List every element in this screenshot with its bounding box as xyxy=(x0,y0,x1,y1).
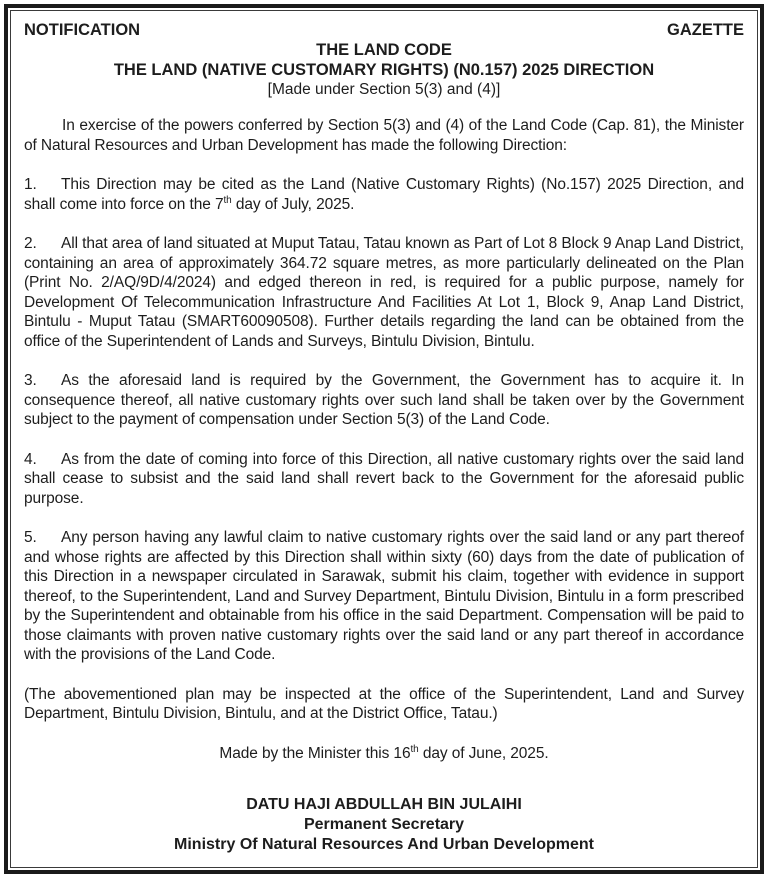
gazette-document-frame xyxy=(4,4,764,874)
paragraph-3-text: As the aforesaid land is required by the Government, the Government has to acquire it. In consequence thereof, all native customary rights over such land shall be taken over by the Government subject to the payment of compensation under Section 5(3) of the Land Code. xyxy=(24,372,744,428)
paragraph-2-number: 2. xyxy=(24,235,37,252)
signatory-title: Permanent Secretary xyxy=(303,816,465,833)
paragraph-2 xyxy=(24,234,744,351)
gazette-document xyxy=(10,10,758,868)
made-by-minister-line xyxy=(24,744,744,764)
made-by-text: Made by the Minister this 16 xyxy=(219,744,411,762)
paragraph-1 xyxy=(24,175,744,214)
intro-paragraph: In exercise of the powers conferred by Section 5(3) and (4) of the Land Code (Cap. 81), the Minister of Natural Resources and Urban Development has made the following Direction: xyxy=(24,117,744,154)
paragraph-5-number: 5. xyxy=(24,529,37,546)
paragraph-3-number: 3. xyxy=(24,372,37,389)
paragraph-4-number: 4. xyxy=(24,450,37,468)
paragraph-1-text-after: day of July, 2025. xyxy=(231,195,355,213)
document-header-row xyxy=(24,20,744,40)
paragraph-3 xyxy=(24,371,744,430)
title-direction: THE LAND (NATIVE CUSTOMARY RIGHTS) (N0.157) 2025 DIRECTION xyxy=(113,61,655,79)
paragraph-5 xyxy=(24,528,744,665)
signatory-name: DATU HAJI ABDULLAH BIN JULAIHI xyxy=(246,796,522,813)
signatory-ministry: Ministry Of Natural Resources And Urban Development xyxy=(174,836,594,853)
signature-block xyxy=(24,795,744,855)
made-by-text-after: day of June, 2025. xyxy=(418,744,549,762)
paragraph-1-ordinal-suffix: th xyxy=(223,194,232,206)
header-notification-label: NOTIFICATION xyxy=(24,21,141,39)
subtitle-made-under-section: [Made under Section 5(3) and (4)] xyxy=(267,81,501,98)
paragraph-4-text: As from the date of coming into force of this Direction, all native customary rights over the said land shall cease to subsist and the said land shall revert back to the Government for the aforesaid public purpose. xyxy=(24,450,744,507)
paragraph-1-text: This Direction may be cited as the Land (Native Customary Rights) (No.157) 2025 Direction, and shall come into force on the 7 xyxy=(24,176,744,213)
paragraph-4 xyxy=(24,450,744,509)
made-by-ordinal-suffix: th xyxy=(410,743,419,755)
paragraph-5-text: Any person having any lawful claim to native customary rights over the said land or any part thereof and whose rights are affected by this Direction shall within sixty (60) days from the date of publication of this Direction in a newspaper circulated in Sarawak, submit his claim, together with evidence in support thereof, to the Superintendent, Land and Survey Department, Bintulu Division, Bintulu in a form prescribed by the Superintendent and obtainable from his office in the said Department. Compensation will be paid to those claimants with proven native customary rights over the said land or any part thereof in accordance with the provisions of the Land Code. xyxy=(24,529,744,663)
paragraph-1-number: 1. xyxy=(24,176,37,193)
paragraph-2-text: All that area of land situated at Muput Tatau, Tatau known as Part of Lot 8 Block 9 Anap Land District, containing an area of approximately 364.72 square metres, as more particularly delineated on the Plan (Print No. 2/AQ/9D/4/2024) and edged thereon in red, is required for a public purpose, namely for Development Of Telecommunication Infrastructure And Facilities At Lot 1, Block 9, Anap Land District, Bintulu - Muput Tatau (SMART60090508). Further details regarding the land can be obtained from the office of the Superintendent of Lands and Surveys, Bintulu Division, Bintulu. xyxy=(24,235,744,350)
title-land-code: THE LAND CODE xyxy=(316,41,452,59)
plan-inspection-note: (The abovementioned plan may be inspected at the office of the Superintendent, Land and Survey Department, Bintulu Division, Bintulu, and at the District Office, Tatau.) xyxy=(24,685,744,722)
header-gazette-label: GAZETTE xyxy=(667,21,744,39)
